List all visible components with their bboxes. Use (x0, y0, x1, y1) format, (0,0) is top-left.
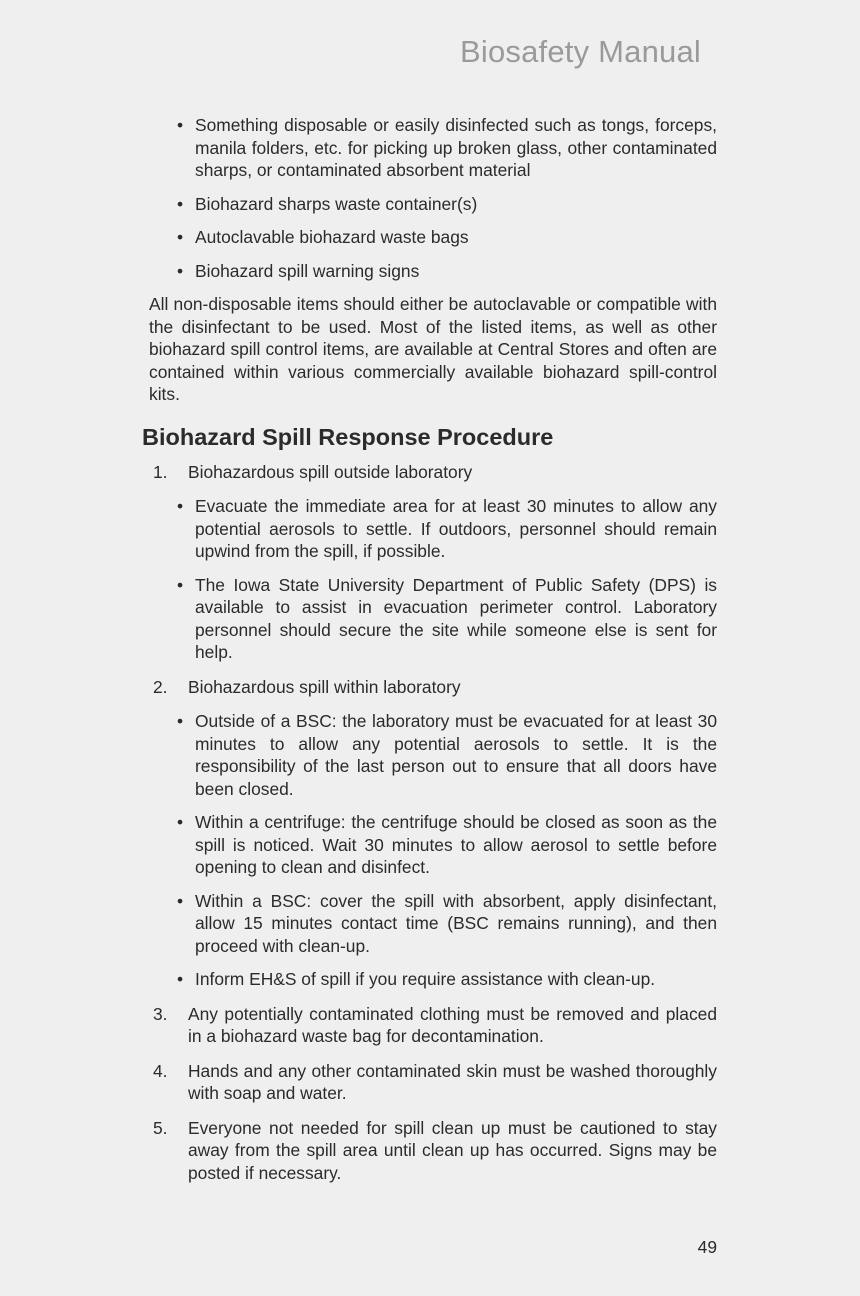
list-item-text: Autoclavable biohazard waste bags (195, 227, 469, 247)
list-item-text: Within a BSC: cover the spill with absorbent, apply disinfectant, allow 15 minutes contact time (BSC remains running), and then proceed with clean-up. (195, 890, 717, 956)
step-number: 1. (153, 461, 168, 482)
list-item-text: Biohazard sharps waste container(s) (195, 193, 478, 214)
list-item (149, 226, 717, 249)
procedure-step (149, 1117, 717, 1185)
step-text-row (149, 461, 717, 484)
list-item (149, 114, 717, 182)
step-text-row (149, 676, 717, 699)
procedure-step (149, 1060, 717, 1105)
step-number: 3. (153, 1003, 168, 1024)
list-item (149, 574, 717, 664)
list-item-text: Evacuate the immediate area for at least 30 minutes to allow any potential aerosols to settle. If outdoors, personnel should remain upwind from the spill, if possible. (195, 496, 717, 561)
step-number: 2. (153, 676, 168, 697)
step-number: 5. (153, 1117, 168, 1138)
step-number: 4. (153, 1060, 168, 1081)
list-item (149, 260, 717, 283)
procedure-steps (149, 461, 717, 1185)
list-item-text: Outside of a BSC: the laboratory must be evacuated for at least 30 minutes to allow any potential aerosols to settle. It is the responsibility of the last person out to ensure that all doors have been closed. (195, 711, 717, 799)
bullet-glyph: • (177, 711, 184, 731)
list-item-text: Inform EH&S of spill if you require assistance with clean-up. (195, 969, 656, 989)
supply-bullet-list (149, 114, 717, 282)
list-item-text: Biohazard spill warning signs (195, 260, 420, 281)
list-item-text: The Iowa State University Department of Public Safety (DPS) is available to assist in evacuation perimeter control. Laboratory personnel should secure the site while someone else is sent for help. (195, 574, 717, 662)
procedure-step (149, 1003, 717, 1048)
intro-paragraph: All non-disposable items should either be autoclavable or compatible with the disinfectant to be used. Most of the listed items, as well as other biohazard spill control items, are available at Central Stores and often are contained within various commercially available biohazard spill-control kits. (149, 294, 717, 404)
step-text: Any potentially contaminated clothing must be removed and placed in a biohazard waste bag for decontamination. (188, 1003, 717, 1046)
step-text-row (149, 1060, 717, 1105)
bullet-glyph: • (177, 227, 184, 247)
step-bullet-list (149, 710, 717, 991)
step-text-row (149, 1117, 717, 1185)
bullet-glyph: • (177, 890, 184, 911)
section-heading: Biohazard Spill Response Procedure (142, 423, 554, 450)
step-text: Biohazardous spill outside laboratory (188, 461, 473, 482)
bullet-glyph: • (177, 812, 184, 832)
step-text: Biohazardous spill within laboratory (188, 676, 461, 697)
list-item (149, 968, 717, 991)
bullet-glyph: • (177, 193, 184, 214)
list-item (149, 811, 717, 879)
bullet-glyph: • (177, 574, 184, 595)
bullet-glyph: • (177, 496, 184, 516)
list-item-text: Something disposable or easily disinfected such as tongs, forceps, manila folders, etc. for picking up broken glass, other contaminated sharps, or contaminated absorbent material (195, 115, 717, 180)
bullet-glyph: • (177, 115, 184, 135)
list-item (149, 710, 717, 800)
bullet-glyph: • (177, 969, 184, 989)
list-item (149, 890, 717, 958)
list-item (149, 495, 717, 563)
step-text: Hands and any other contaminated skin must be washed thoroughly with soap and water. (188, 1060, 717, 1103)
page-content (142, 114, 717, 1196)
procedure-step (149, 676, 717, 991)
step-bullet-list (149, 495, 717, 664)
procedure-step (149, 461, 717, 664)
step-text: Everyone not needed for spill clean up must be cautioned to stay away from the spill area until clean up has occurred. Signs may be posted if necessary. (188, 1117, 717, 1183)
running-header: Biosafety Manual (460, 34, 701, 69)
bullet-glyph: • (177, 260, 184, 281)
list-item-text: Within a centrifuge: the centrifuge should be closed as soon as the spill is noticed. Wait 30 minutes to allow aerosol to settle before opening to clean and disinfect. (195, 812, 717, 877)
page-number: 49 (697, 1237, 717, 1257)
step-text-row (149, 1003, 717, 1048)
list-item (149, 193, 717, 216)
